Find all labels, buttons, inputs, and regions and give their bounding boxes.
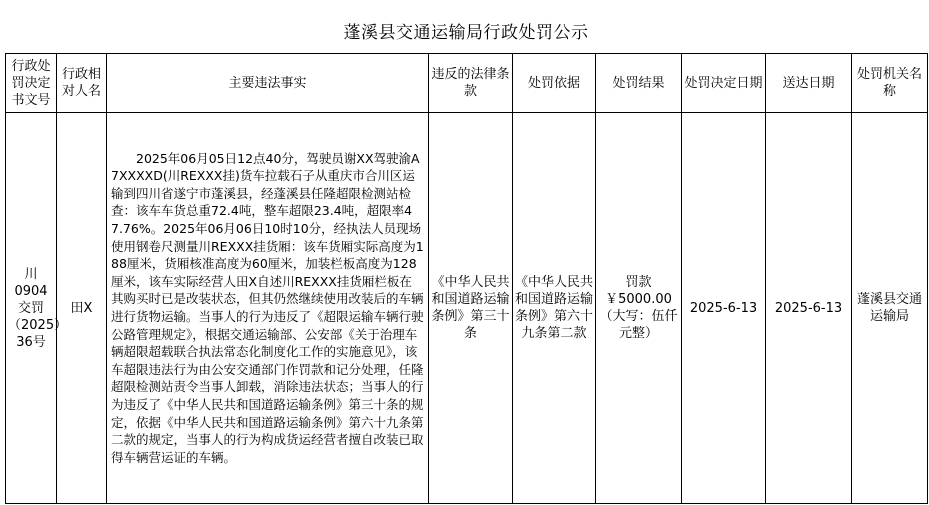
page-title: 蓬溪县交通运输局行政处罚公示 bbox=[343, 22, 589, 43]
cell-facts: 2025年06月05日12点40分，驾驶员谢XX驾驶渝A7XXXXD(川REXXX挂)货车拉载石子从重庆市合川区运输到四川省遂宁市蓬溪县，经蓬溪县任隆超限检测站检查：该车车货总重72.4吨，整车超限23.4吨，超限率47.76%。2025年06月06日10时10分，经执法人员现场使用钢卷尺测量川REXXX挂货厢：该车货厢实际高度为188厘米，货厢核准高度为60厘米，加装栏板高度为128厘米，该车实际经营人田X自述川REXXX挂货厢栏板在其购买时已是改装状态，但其仍然继续使用改装后的车辆进行货物运输。当事人的行为违反了《超限运输车辆行驶公路管理规定》，根据交通运输部、公安部《关于治理车辆超限超载联合执法常态化制度化工作的实施意见》，该车超限违法行为由公安交通部门作罚款和记分处理，任隆超限检测站责令当事人卸载，消除违法状态；当事人的行为违反了《中华人民共和国道路运输条例》第三十条的规定，依据《中华人民共和国道路运输条例》第六十九条第二款的规定，当事人的行为构成货运经营者擅自改装已取得车辆营运证的车辆。 bbox=[107, 113, 429, 504]
header-result: 处罚结果 bbox=[596, 54, 682, 113]
cell-law: 《中华人民共和国道路运输条例》第三十条 bbox=[429, 113, 513, 504]
header-party: 行政相对人名 bbox=[57, 54, 107, 113]
header-delivery-date: 送达日期 bbox=[766, 54, 852, 113]
cell-agency: 蓬溪县交通运输局 bbox=[852, 113, 928, 504]
header-agency: 处罚机关名称 bbox=[852, 54, 928, 113]
header-law: 违反的法律条款 bbox=[429, 54, 513, 113]
cell-delivery-date: 2025-6-13 bbox=[766, 113, 852, 504]
cell-basis: 《中华人民共和国道路运输条例》第六十九条第二款 bbox=[513, 113, 596, 504]
table-header-row bbox=[6, 54, 928, 113]
cell-party: 田X bbox=[57, 113, 107, 504]
header-basis: 处罚依据 bbox=[513, 54, 596, 113]
cell-result: 罚款￥5000.00（大写：伍仟元整） bbox=[596, 113, 682, 504]
header-facts: 主要违法事实 bbox=[107, 54, 429, 113]
table-row bbox=[6, 113, 928, 504]
cell-doc-no: 川0904交罚（2025）36号 bbox=[6, 113, 57, 504]
penalty-table bbox=[5, 53, 928, 504]
header-doc-no: 行政处罚决定书文号 bbox=[6, 54, 57, 113]
header-decision-date: 处罚决定日期 bbox=[682, 54, 766, 113]
cell-decision-date: 2025-6-13 bbox=[682, 113, 766, 504]
